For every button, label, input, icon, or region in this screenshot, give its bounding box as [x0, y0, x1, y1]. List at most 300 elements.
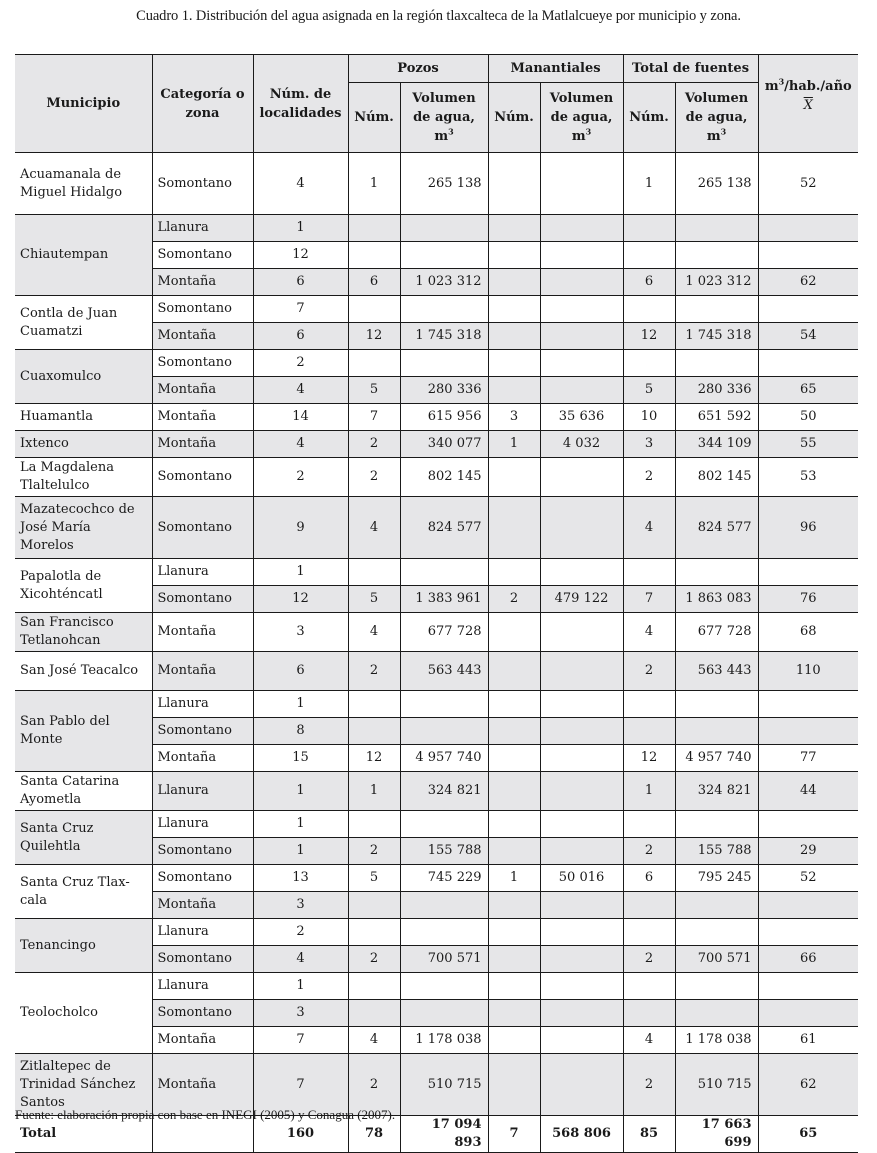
pozos-num-cell — [348, 350, 400, 377]
tot-vol-cell: 1 178 038 — [675, 1027, 758, 1054]
man-vol-cell — [540, 1054, 623, 1116]
total-localidades: 160 — [253, 1116, 348, 1153]
tot-num-cell — [623, 559, 675, 586]
water-distribution-table — [15, 54, 858, 1153]
man-num-cell — [488, 691, 540, 718]
zona-cell: Somontano — [152, 586, 253, 613]
man-num-cell — [488, 296, 540, 323]
localidades-cell: 1 — [253, 838, 348, 865]
localidades-cell: 3 — [253, 892, 348, 919]
header-municipio: Municipio — [15, 55, 152, 153]
table-row — [15, 613, 858, 652]
man-num-cell — [488, 242, 540, 269]
tot-num-cell: 6 — [623, 269, 675, 296]
zona-cell: Somontano — [152, 350, 253, 377]
tot-vol-cell — [675, 350, 758, 377]
man-num-cell — [488, 269, 540, 296]
man-num-cell — [488, 1027, 540, 1054]
zona-cell: Montaña — [152, 377, 253, 404]
zona-cell: Somontano — [152, 865, 253, 892]
tot-vol-cell — [675, 691, 758, 718]
municipio-cell: Santa Cruz Tlax-cala — [15, 865, 152, 919]
pozos-num-cell — [348, 919, 400, 946]
tot-num-cell — [623, 215, 675, 242]
localidades-cell: 2 — [253, 919, 348, 946]
tot-vol-cell: 324 821 — [675, 772, 758, 811]
per-capita-cell: 110 — [758, 652, 858, 691]
tot-num-cell: 10 — [623, 404, 675, 431]
municipio-cell: San Pablo del Monte — [15, 691, 152, 772]
pozos-num-cell — [348, 1000, 400, 1027]
zona-cell: Montaña — [152, 652, 253, 691]
total-per-capita: 65 — [758, 1116, 858, 1153]
per-capita-cell — [758, 350, 858, 377]
zona-cell: Llanura — [152, 559, 253, 586]
table-row — [15, 865, 858, 892]
pozos-vol-cell — [400, 559, 488, 586]
man-vol-cell — [540, 652, 623, 691]
tot-num-cell — [623, 242, 675, 269]
localidades-cell: 4 — [253, 431, 348, 458]
man-vol-cell: 50 016 — [540, 865, 623, 892]
per-capita-cell — [758, 559, 858, 586]
municipio-cell: Santa Catarina Ayometla — [15, 772, 152, 811]
zona-cell: Montaña — [152, 892, 253, 919]
zona-cell: Somontano — [152, 153, 253, 215]
tot-vol-cell: 265 138 — [675, 153, 758, 215]
table-row — [15, 919, 858, 946]
tot-vol-cell — [675, 973, 758, 1000]
man-vol-cell — [540, 296, 623, 323]
header-manantiales: Manantiales — [488, 55, 623, 83]
tot-vol-cell — [675, 811, 758, 838]
tot-vol-cell: 563 443 — [675, 652, 758, 691]
municipio-cell: Zitlaltepec de Trinidad Sánchez Santos — [15, 1054, 152, 1116]
zona-cell: Somontano — [152, 296, 253, 323]
municipio-cell: Teolocholco — [15, 973, 152, 1054]
header-localidades: Núm. de localidades — [253, 55, 348, 153]
man-num-cell — [488, 497, 540, 559]
pozos-vol-cell: 615 956 — [400, 404, 488, 431]
total-man-num: 7 — [488, 1116, 540, 1153]
tot-num-cell: 6 — [623, 865, 675, 892]
localidades-cell: 7 — [253, 1027, 348, 1054]
zona-cell: Llanura — [152, 691, 253, 718]
tot-vol-cell: 155 788 — [675, 838, 758, 865]
zona-cell: Montaña — [152, 431, 253, 458]
header-tot-vol: Volumen de agua, $m^3$ — [675, 83, 758, 153]
pozos-num-cell — [348, 215, 400, 242]
municipio-cell: Chiautempan — [15, 215, 152, 296]
localidades-cell: 6 — [253, 652, 348, 691]
man-num-cell — [488, 946, 540, 973]
pozos-vol-cell: 155 788 — [400, 838, 488, 865]
table-row — [15, 215, 858, 242]
zona-cell: Montaña — [152, 323, 253, 350]
municipio-cell: Tenancingo — [15, 919, 152, 973]
table-row — [15, 296, 858, 323]
tot-num-cell: 2 — [623, 1054, 675, 1116]
tot-vol-cell: 1 023 312 — [675, 269, 758, 296]
tot-num-cell: 12 — [623, 745, 675, 772]
pozos-num-cell: 2 — [348, 1054, 400, 1116]
man-vol-cell: 4 032 — [540, 431, 623, 458]
mean-symbol: $\overline{X}$ — [803, 98, 813, 113]
pozos-num-cell: 5 — [348, 865, 400, 892]
pozos-vol-cell — [400, 919, 488, 946]
man-num-cell — [488, 811, 540, 838]
man-vol-cell — [540, 559, 623, 586]
municipio-cell: Huamantla — [15, 404, 152, 431]
pozos-num-cell — [348, 296, 400, 323]
zona-cell: Montaña — [152, 269, 253, 296]
zona-cell: Somontano — [152, 1000, 253, 1027]
per-capita-cell — [758, 242, 858, 269]
localidades-cell: 1 — [253, 973, 348, 1000]
tot-num-cell: 2 — [623, 458, 675, 497]
table-row — [15, 973, 858, 1000]
pozos-vol-cell — [400, 215, 488, 242]
pozos-num-cell — [348, 718, 400, 745]
pozos-vol-cell: 563 443 — [400, 652, 488, 691]
tot-num-cell: 5 — [623, 377, 675, 404]
localidades-cell: 6 — [253, 323, 348, 350]
table-caption: Cuadro 1. Distribución del agua asignada en la región tlaxcalteca de la Matlalcueye por municipio y zona. — [136, 8, 741, 24]
per-capita-cell — [758, 691, 858, 718]
total-pozos-vol: 17 094 893 — [400, 1116, 488, 1153]
man-num-cell — [488, 838, 540, 865]
man-vol-cell — [540, 377, 623, 404]
man-num-cell — [488, 919, 540, 946]
tot-num-cell — [623, 296, 675, 323]
per-capita-cell: 76 — [758, 586, 858, 613]
pozos-num-cell: 2 — [348, 946, 400, 973]
pozos-num-cell: 4 — [348, 1027, 400, 1054]
zona-cell: Montaña — [152, 613, 253, 652]
total-pozos-num: 78 — [348, 1116, 400, 1153]
per-capita-cell: 44 — [758, 772, 858, 811]
per-capita-cell: 50 — [758, 404, 858, 431]
table-row — [15, 458, 858, 497]
tot-num-cell: 12 — [623, 323, 675, 350]
tot-vol-cell: 510 715 — [675, 1054, 758, 1116]
man-num-cell — [488, 718, 540, 745]
pozos-vol-cell: 745 229 — [400, 865, 488, 892]
table-row — [15, 652, 858, 691]
per-capita-cell: 61 — [758, 1027, 858, 1054]
man-num-cell — [488, 377, 540, 404]
man-vol-cell — [540, 691, 623, 718]
tot-num-cell: 4 — [623, 613, 675, 652]
localidades-cell: 2 — [253, 458, 348, 497]
pozos-vol-cell — [400, 296, 488, 323]
municipio-cell: Cuaxomulco — [15, 350, 152, 404]
header-man-vol: Volumen de agua, $m^3$ — [540, 83, 623, 153]
table-row — [15, 772, 858, 811]
pozos-vol-cell: 1 383 961 — [400, 586, 488, 613]
localidades-cell: 4 — [253, 946, 348, 973]
man-num-cell — [488, 745, 540, 772]
total-tot-num: 85 — [623, 1116, 675, 1153]
tot-vol-cell — [675, 919, 758, 946]
pozos-num-cell: 2 — [348, 458, 400, 497]
man-num-cell — [488, 323, 540, 350]
tot-vol-cell — [675, 215, 758, 242]
municipio-cell: San José Teacalco — [15, 652, 152, 691]
tot-vol-cell: 677 728 — [675, 613, 758, 652]
zona-cell: Llanura — [152, 973, 253, 1000]
tot-vol-cell — [675, 892, 758, 919]
total-tot-vol: 17 663 699 — [675, 1116, 758, 1153]
pozos-vol-cell — [400, 1000, 488, 1027]
zona-cell: Llanura — [152, 215, 253, 242]
municipio-cell: La Magdalena Tlaltelulco — [15, 458, 152, 497]
man-vol-cell — [540, 811, 623, 838]
pozos-num-cell: 6 — [348, 269, 400, 296]
total-man-vol: 568 806 — [540, 1116, 623, 1153]
table-row — [15, 153, 858, 215]
tot-vol-cell — [675, 296, 758, 323]
pozos-num-cell — [348, 559, 400, 586]
pozos-num-cell — [348, 892, 400, 919]
man-num-cell: 1 — [488, 431, 540, 458]
tot-vol-cell: 4 957 740 — [675, 745, 758, 772]
localidades-cell: 1 — [253, 811, 348, 838]
per-capita-cell: 65 — [758, 377, 858, 404]
localidades-cell: 3 — [253, 1000, 348, 1027]
per-capita-cell: 77 — [758, 745, 858, 772]
man-num-cell — [488, 613, 540, 652]
tot-num-cell — [623, 811, 675, 838]
man-num-cell — [488, 458, 540, 497]
pozos-num-cell: 4 — [348, 613, 400, 652]
municipio-cell: Mazatecochco de José María Morelos — [15, 497, 152, 559]
municipio-cell: San Francisco Tetlanohcan — [15, 613, 152, 652]
zona-cell: Somontano — [152, 718, 253, 745]
per-capita-cell — [758, 811, 858, 838]
header-pozos-vol: Volumen de agua, $m^3$ — [400, 83, 488, 153]
zona-cell: Somontano — [152, 946, 253, 973]
pozos-num-cell: 7 — [348, 404, 400, 431]
localidades-cell: 6 — [253, 269, 348, 296]
localidades-cell: 8 — [253, 718, 348, 745]
header-categoria: Categoría o zona — [152, 55, 253, 153]
localidades-cell: 15 — [253, 745, 348, 772]
man-vol-cell — [540, 919, 623, 946]
pozos-num-cell — [348, 691, 400, 718]
tot-num-cell — [623, 691, 675, 718]
man-num-cell — [488, 559, 540, 586]
header-total-fuentes: Total de fuentes — [623, 55, 758, 83]
man-vol-cell — [540, 350, 623, 377]
man-vol-cell: 479 122 — [540, 586, 623, 613]
zona-cell: Llanura — [152, 811, 253, 838]
localidades-cell: 9 — [253, 497, 348, 559]
per-capita-cell: 52 — [758, 153, 858, 215]
tot-vol-cell: 651 592 — [675, 404, 758, 431]
tot-num-cell: 7 — [623, 586, 675, 613]
pozos-vol-cell: 1 178 038 — [400, 1027, 488, 1054]
table-row — [15, 497, 858, 559]
localidades-cell: 1 — [253, 215, 348, 242]
localidades-cell: 13 — [253, 865, 348, 892]
man-num-cell — [488, 652, 540, 691]
man-vol-cell — [540, 242, 623, 269]
pozos-num-cell: 1 — [348, 153, 400, 215]
per-capita-cell — [758, 973, 858, 1000]
tot-num-cell: 3 — [623, 431, 675, 458]
table-row — [15, 691, 858, 718]
localidades-cell: 14 — [253, 404, 348, 431]
pozos-vol-cell: 824 577 — [400, 497, 488, 559]
table-row — [15, 559, 858, 586]
pozos-vol-cell: 510 715 — [400, 1054, 488, 1116]
per-capita-cell — [758, 892, 858, 919]
localidades-cell: 7 — [253, 296, 348, 323]
pozos-num-cell: 5 — [348, 586, 400, 613]
man-num-cell — [488, 973, 540, 1000]
localidades-cell: 3 — [253, 613, 348, 652]
man-vol-cell — [540, 718, 623, 745]
table-row — [15, 404, 858, 431]
tot-vol-cell: 1 745 318 — [675, 323, 758, 350]
man-vol-cell — [540, 1027, 623, 1054]
man-num-cell — [488, 772, 540, 811]
per-capita-cell — [758, 1000, 858, 1027]
table-row — [15, 431, 858, 458]
table-body — [15, 153, 858, 1116]
municipio-cell: Acuamanala de Miguel Hidalgo — [15, 153, 152, 215]
pozos-num-cell: 1 — [348, 772, 400, 811]
pozos-num-cell: 2 — [348, 652, 400, 691]
man-vol-cell — [540, 772, 623, 811]
header-tot-num: Núm. — [623, 83, 675, 153]
pozos-vol-cell — [400, 242, 488, 269]
tot-num-cell: 1 — [623, 153, 675, 215]
tot-num-cell: 2 — [623, 838, 675, 865]
zona-cell: Montaña — [152, 1054, 253, 1116]
man-vol-cell — [540, 838, 623, 865]
pozos-num-cell: 12 — [348, 745, 400, 772]
man-vol-cell — [540, 153, 623, 215]
pozos-vol-cell: 700 571 — [400, 946, 488, 973]
man-vol-cell — [540, 269, 623, 296]
table-row — [15, 811, 858, 838]
per-capita-cell: 54 — [758, 323, 858, 350]
tot-vol-cell: 700 571 — [675, 946, 758, 973]
man-vol-cell: 35 636 — [540, 404, 623, 431]
pozos-num-cell — [348, 973, 400, 1000]
man-vol-cell — [540, 613, 623, 652]
zona-cell: Somontano — [152, 242, 253, 269]
pozos-num-cell — [348, 811, 400, 838]
pozos-vol-cell — [400, 973, 488, 1000]
man-num-cell — [488, 1000, 540, 1027]
tot-num-cell: 4 — [623, 1027, 675, 1054]
tot-vol-cell: 824 577 — [675, 497, 758, 559]
header-pozos: Pozos — [348, 55, 488, 83]
zona-cell: Montaña — [152, 745, 253, 772]
zona-cell: Somontano — [152, 497, 253, 559]
pozos-vol-cell: 324 821 — [400, 772, 488, 811]
zona-cell: Somontano — [152, 838, 253, 865]
pozos-vol-cell — [400, 811, 488, 838]
pozos-vol-cell: 340 077 — [400, 431, 488, 458]
tot-num-cell — [623, 892, 675, 919]
per-capita-cell — [758, 296, 858, 323]
localidades-cell: 4 — [253, 153, 348, 215]
per-capita-cell: 53 — [758, 458, 858, 497]
header-pozos-num: Núm. — [348, 83, 400, 153]
pozos-num-cell: 4 — [348, 497, 400, 559]
pozos-vol-cell — [400, 718, 488, 745]
man-vol-cell — [540, 892, 623, 919]
header-man-num: Núm. — [488, 83, 540, 153]
pozos-num-cell: 2 — [348, 838, 400, 865]
man-vol-cell — [540, 323, 623, 350]
tot-num-cell — [623, 1000, 675, 1027]
pozos-vol-cell: 1 023 312 — [400, 269, 488, 296]
pozos-vol-cell: 265 138 — [400, 153, 488, 215]
tot-num-cell: 2 — [623, 946, 675, 973]
municipio-cell: Ixtenco — [15, 431, 152, 458]
per-capita-cell: 62 — [758, 1054, 858, 1116]
tot-num-cell: 2 — [623, 652, 675, 691]
tot-vol-cell — [675, 242, 758, 269]
man-num-cell: 1 — [488, 865, 540, 892]
tot-vol-cell: 1 863 083 — [675, 586, 758, 613]
pozos-vol-cell: 280 336 — [400, 377, 488, 404]
header-per-capita: $m^3/hab$./año $\overline{X}$ — [758, 55, 858, 153]
man-vol-cell — [540, 745, 623, 772]
zona-cell: Llanura — [152, 772, 253, 811]
tot-num-cell — [623, 973, 675, 1000]
per-capita-cell: 29 — [758, 838, 858, 865]
man-num-cell — [488, 1054, 540, 1116]
man-num-cell: 2 — [488, 586, 540, 613]
man-vol-cell — [540, 946, 623, 973]
localidades-cell: 1 — [253, 772, 348, 811]
man-vol-cell — [540, 458, 623, 497]
pozos-num-cell: 2 — [348, 431, 400, 458]
localidades-cell: 1 — [253, 691, 348, 718]
localidades-cell: 4 — [253, 377, 348, 404]
source-note: Fuente: elaboración propia con base en INEGI (2005) y Conagua (2007). — [15, 1107, 396, 1122]
zona-cell: Montaña — [152, 404, 253, 431]
per-capita-cell: 68 — [758, 613, 858, 652]
per-capita-cell: 66 — [758, 946, 858, 973]
tot-num-cell: 1 — [623, 772, 675, 811]
localidades-cell: 7 — [253, 1054, 348, 1116]
tot-num-cell: 4 — [623, 497, 675, 559]
man-vol-cell — [540, 973, 623, 1000]
pozos-num-cell: 12 — [348, 323, 400, 350]
pozos-vol-cell: 802 145 — [400, 458, 488, 497]
tot-vol-cell — [675, 718, 758, 745]
man-num-cell: 3 — [488, 404, 540, 431]
man-num-cell — [488, 892, 540, 919]
pozos-vol-cell: 677 728 — [400, 613, 488, 652]
per-capita-cell: 52 — [758, 865, 858, 892]
man-num-cell — [488, 350, 540, 377]
municipio-cell: Papalotla de Xicohténcatl — [15, 559, 152, 613]
table-row — [15, 350, 858, 377]
zona-cell: Somontano — [152, 458, 253, 497]
municipio-cell: Santa Cruz Quilehtla — [15, 811, 152, 865]
pozos-vol-cell: 4 957 740 — [400, 745, 488, 772]
pozos-vol-cell — [400, 691, 488, 718]
localidades-cell: 2 — [253, 350, 348, 377]
